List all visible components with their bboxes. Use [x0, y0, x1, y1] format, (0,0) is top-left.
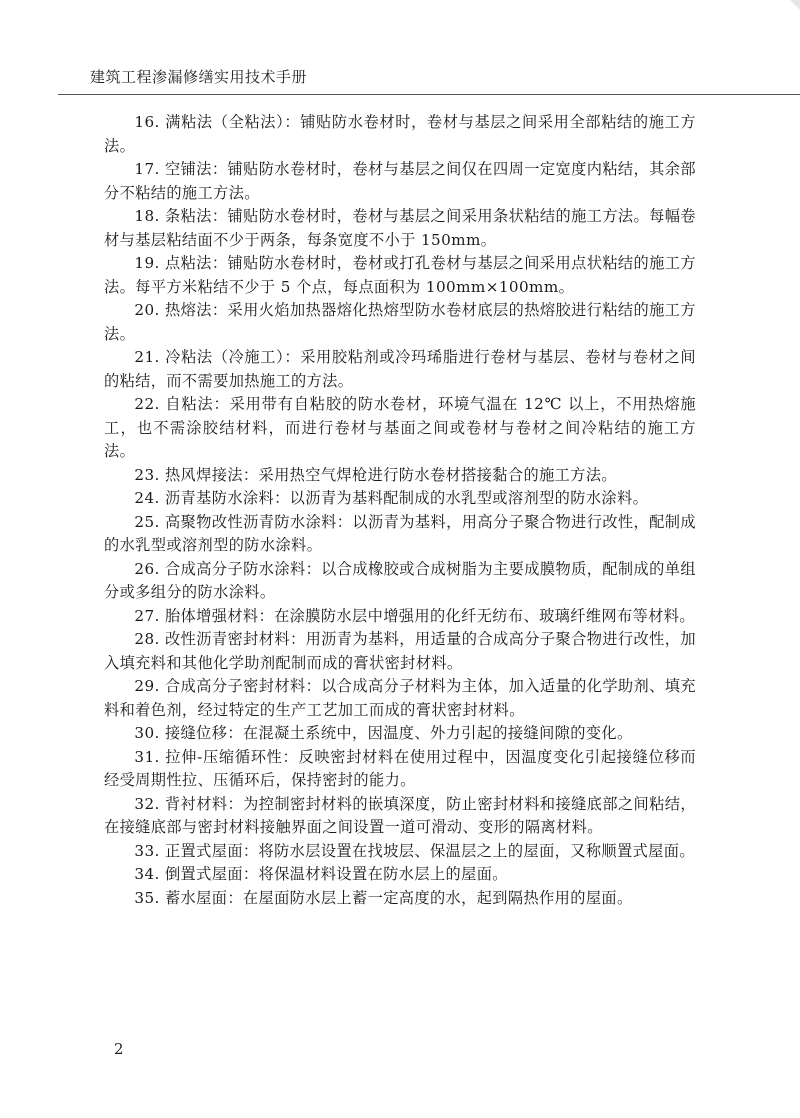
term-entry-35: 35. 蓄水屋面：在屋面防水层上蓄一定高度的水，起到隔热作用的屋面。	[134, 888, 633, 907]
term-entry-24: 24. 沥青基防水涂料：以沥青为基料配制成的水乳型或溶剂型的防水涂料。	[134, 489, 649, 507]
term-entry-28: 28. 改性沥青密封材料：用沥青为基料，用适量的合成高分子聚合物进行改性，加入填充料和其他化学助剂配制而成的膏状密封材料。	[104, 630, 696, 672]
term-entry-21: 21. 冷粘法（冷施工）：采用胶粘剂或冷玛琋脂进行卷材与基层、卷材与卷材之间的粘结，而不需要加热施工的方法。	[104, 348, 696, 390]
book-title: 建筑工程渗漏修缮实用技术手册	[90, 68, 308, 86]
term-entry-34: 34. 倒置式屋面：将保温材料设置在防水层上的屋面。	[134, 865, 508, 883]
term-entry-26: 26. 合成高分子防水涂料：以合成橡胶或合成树脂为主要成膜物质，配制成的单组分或多组分的防水涂料。	[104, 559, 696, 601]
term-entry-16: 16. 满粘法（全粘法）：铺贴防水卷材时，卷材与基层之间采用全部粘结的施工方法。	[104, 113, 696, 155]
term-entry-18: 18. 条粘法：铺贴防水卷材时，卷材与基层之间采用条状粘结的施工方法。每幅卷材与基层粘结面不少于两条，每条宽度不小于 150mm。	[104, 207, 696, 249]
body-text	[104, 111, 696, 910]
term-entry-20: 20. 热熔法：采用火焰加热器熔化热熔型防水卷材底层的热熔胶进行粘结的施工方法。	[104, 301, 696, 343]
term-entry-19: 19. 点粘法：铺贴防水卷材时，卷材或打孔卷材与基层之间采用点状粘结的施工方法。每平方米粘结不少于 5 个点，每点面积为 100mm×100mm。	[104, 254, 696, 296]
term-entry-31: 31. 拉伸-压缩循环性：反映密封材料在使用过程中，因温度变化引起接缝位移而经受周期性拉、压循环后，保持密封的能力。	[104, 747, 696, 789]
term-entry-33: 33. 正置式屋面：将防水层设置在找坡层、保温层之上的屋面，又称顺置式屋面。	[134, 841, 695, 860]
term-entry-25: 25. 高聚物改性沥青防水涂料：以沥青为基料，用高分子聚合物进行改性，配制成的水乳型或溶剂型的防水涂料。	[104, 512, 696, 554]
page-corner	[790, 0, 800, 10]
term-entry-17: 17. 空铺法：铺贴防水卷材时，卷材与基层之间仅在四周一定宽度内粘结，其余部分不粘结的施工方法。	[104, 160, 696, 202]
page-number: 2	[114, 1040, 124, 1058]
term-entry-32: 32. 背衬材料：为控制密封材料的嵌填深度，防止密封材料和接缝底部之间粘结，在接缝底部与密封材料接触界面之间设置一道可滑动、变形的隔离材料。	[104, 794, 696, 836]
term-entry-27: 27. 胎体增强材料：在涂膜防水层中增强用的化纤无纺布、玻璃纤维网布等材料。	[134, 606, 695, 625]
term-entry-22: 22. 自粘法：采用带有自粘胶的防水卷材，环境气温在 12℃ 以上，不用热熔施工，也不需涂胶结材料，而进行卷材与基面之间或卷材与卷材之间冷粘结的施工方法。	[104, 395, 696, 460]
term-entry-23: 23. 热风焊接法：采用热空气焊枪进行防水卷材搭接黏合的施工方法。	[134, 465, 618, 484]
running-header	[58, 64, 800, 95]
term-entry-29: 29. 合成高分子密封材料：以合成高分子材料为主体，加入适量的化学助剂、填充料和着色剂，经过特定的生产工艺加工而成的膏状密封材料。	[104, 677, 696, 719]
term-entry-30: 30. 接缝位移：在混凝土系统中，因温度、外力引起的接缝间隙的变化。	[134, 724, 633, 742]
